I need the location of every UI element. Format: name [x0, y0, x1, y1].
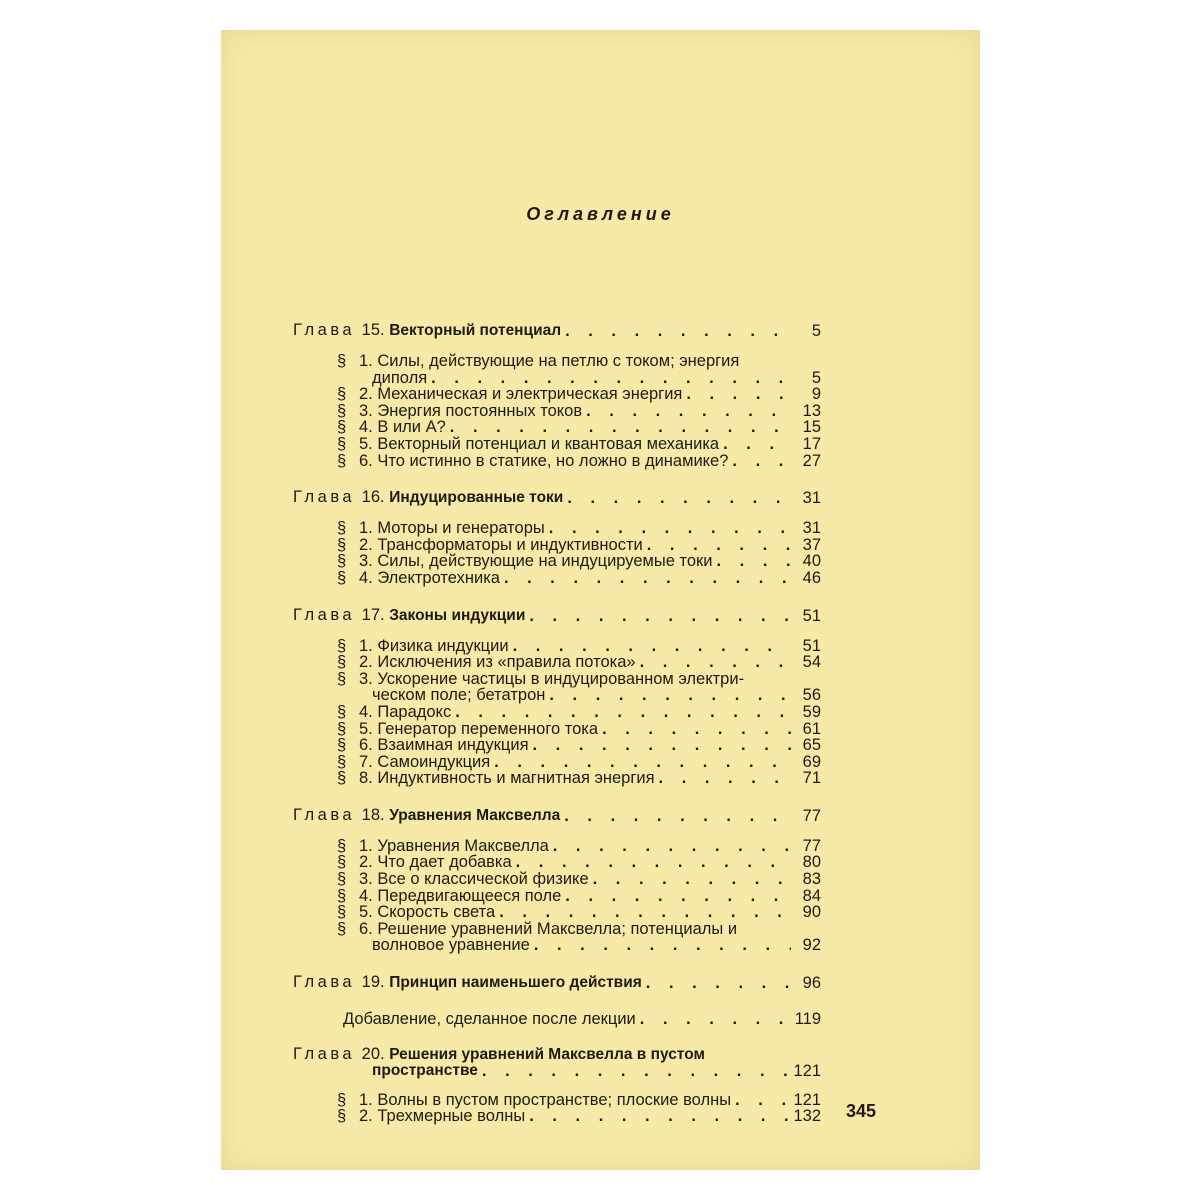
dot-leader [735, 1092, 789, 1109]
section-label [337, 353, 739, 370]
section-sign: § [337, 418, 347, 437]
section-sign: § [337, 385, 347, 404]
chapter-heading [293, 320, 821, 341]
section-entry [293, 838, 821, 855]
section-title: Решение уравнений Максвелла; потенциалы и [377, 919, 738, 938]
section-title: Физика индукции [377, 636, 509, 655]
section-sign: § [337, 702, 347, 721]
spacer [293, 993, 821, 1005]
section-entry [293, 403, 821, 420]
dot-leader [494, 754, 791, 771]
section-title: Ускорение частицы в индуцированном электри- [377, 669, 745, 688]
section-sign: § [337, 535, 347, 554]
section-entry [293, 921, 821, 938]
section-number: 4. [359, 702, 373, 721]
dot-leader [549, 520, 791, 537]
dot-leader [455, 704, 791, 721]
dot-leader [716, 553, 791, 570]
chapter-prefix: Глава [293, 605, 356, 624]
dot-leader [450, 419, 791, 436]
section-entry [293, 754, 821, 771]
section-title: Передвигающееся поле [377, 886, 562, 905]
section-sign: § [337, 870, 347, 889]
section-entry [293, 353, 821, 370]
section-sign: § [337, 752, 347, 771]
section-entry [293, 436, 821, 453]
section-page: 17 [802, 434, 821, 453]
section-sign: § [337, 401, 347, 420]
section-label [337, 737, 529, 754]
section-entry [293, 1092, 821, 1109]
dot-leader [567, 488, 791, 508]
section-page: 65 [802, 736, 821, 755]
table-of-contents [293, 320, 821, 1125]
section-page: 80 [802, 853, 821, 872]
chapter-number: 15. [361, 321, 385, 339]
chapter-heading [293, 487, 821, 508]
section-page: 56 [802, 686, 821, 705]
section-page: 83 [802, 870, 821, 889]
section-number: 2. [359, 1107, 373, 1126]
section-sign: § [337, 903, 347, 922]
section-sign: § [337, 919, 347, 938]
section-title-cont: диполя [372, 368, 428, 387]
section-number: 1. [359, 519, 373, 538]
section-title: Векторный потенциал и квантовая механика [377, 434, 720, 453]
section-title: Моторы и генераторы [377, 519, 545, 538]
chapter-heading [293, 605, 821, 626]
section-number: 7. [359, 752, 373, 771]
chapter-label [293, 605, 525, 626]
section-page: 40 [802, 552, 821, 571]
chapter-page: 121 [793, 1062, 821, 1081]
section-number: 1. [359, 636, 373, 655]
section-entry [293, 704, 821, 721]
dot-leader [516, 854, 791, 871]
section-number: 6. [359, 736, 373, 755]
chapter-heading-line [293, 1063, 821, 1080]
chapter-heading [293, 805, 821, 826]
section-sign: § [337, 836, 347, 855]
section-page: 92 [802, 936, 821, 955]
section-number: 2. [359, 653, 373, 672]
section-title: Что дает добавка [377, 853, 512, 872]
chapter-title: Уравнения Максвелла [389, 806, 561, 824]
section-label [337, 453, 728, 470]
dot-leader [533, 737, 791, 754]
chapter-title: Векторный потенциал [389, 322, 562, 339]
chapter-label [293, 805, 560, 826]
section-page: 37 [802, 535, 821, 554]
chapter-heading-block [293, 1046, 821, 1080]
section-entry [293, 721, 821, 738]
dot-leader [640, 1011, 791, 1028]
chapter-prefix: Глава [293, 973, 356, 992]
addendum-page: 119 [794, 1010, 821, 1029]
section-entry-cont [293, 370, 821, 387]
section-number: 4. [359, 886, 373, 905]
dot-leader [646, 973, 791, 993]
section-number: 3. [359, 870, 373, 889]
dot-leader [534, 937, 791, 954]
section-sign: § [337, 636, 347, 655]
addendum-title: Добавление, сделанное после лекции [343, 1010, 636, 1029]
dot-leader [564, 806, 791, 826]
chapter-prefix: Глава [293, 488, 356, 507]
section-sign: § [337, 736, 347, 755]
dot-leader [686, 386, 791, 403]
section-title: Механическая и электрическая энергия [377, 385, 683, 404]
dot-leader [640, 654, 791, 671]
section-number: 5. [359, 719, 373, 738]
chapter-prefix: Глава [293, 321, 356, 339]
section-page: 90 [802, 903, 821, 922]
chapter-number: 20. [361, 1044, 385, 1063]
chapter-number: 18. [361, 805, 385, 824]
section-label [337, 921, 737, 938]
section-entry [293, 520, 821, 537]
page-title: Оглавление [526, 204, 675, 224]
section-sign: § [337, 853, 347, 872]
section-title: Трансформаторы и индуктивности [377, 535, 643, 554]
section-page: 27 [802, 451, 821, 470]
chapter-label [293, 1046, 705, 1064]
chapter-label [293, 487, 563, 508]
section-entry [293, 537, 821, 554]
section-page: 61 [802, 719, 821, 738]
chapter-title: Законы индукции [389, 606, 526, 624]
section-page: 13 [802, 401, 821, 420]
section-title: Силы, действующие на петлю с током; энергия [377, 352, 740, 370]
section-entry [293, 854, 821, 871]
chapter-title: Индуцированные токи [389, 489, 564, 507]
chapter-number: 19. [361, 973, 385, 992]
section-page: 69 [802, 752, 821, 771]
section-title-cont: волновое уравнение [372, 936, 530, 955]
section-entry [293, 638, 821, 655]
section-title: Волны в пустом пространстве; плоские волны [377, 1090, 732, 1109]
section-label [337, 704, 451, 721]
section-page: 9 [811, 385, 821, 404]
section-sign: § [337, 653, 347, 672]
section-page: 15 [802, 418, 821, 437]
section-entry [293, 419, 821, 436]
section-number: 2. [359, 853, 373, 872]
dot-leader [529, 606, 791, 626]
section-entry-cont [293, 937, 821, 954]
section-label [337, 436, 719, 453]
section-sign: § [337, 451, 347, 470]
section-page: 46 [802, 568, 821, 587]
section-title: Что истинно в статике, но ложно в динамике? [377, 451, 729, 470]
chapter-number: 17. [361, 605, 385, 624]
section-number: 5. [359, 903, 373, 922]
chapter-title-cont: пространстве [372, 1062, 478, 1080]
section-label [337, 1092, 731, 1109]
dot-leader [529, 1108, 789, 1125]
section-number: 2. [359, 535, 373, 554]
dot-leader [586, 403, 791, 420]
chapter-page: 31 [802, 489, 821, 508]
section-sign: § [337, 1090, 347, 1109]
section-page: 54 [802, 653, 821, 672]
section-sign: § [337, 669, 347, 688]
chapter-page: 96 [802, 974, 821, 993]
section-sign: § [337, 769, 347, 788]
section-sign: § [337, 519, 347, 538]
section-sign: § [337, 552, 347, 571]
section-title: Парадокс [377, 702, 452, 721]
section-title: B или A? [377, 418, 446, 437]
section-sign: § [337, 434, 347, 453]
dot-leader [723, 436, 791, 453]
section-entry [293, 570, 821, 587]
section-title: Уравнения Максвелла [377, 836, 549, 855]
section-entry [293, 553, 821, 570]
section-entry [293, 1108, 821, 1125]
section-title: Электротехника [377, 568, 500, 587]
dot-leader [504, 570, 791, 587]
section-title: Самоиндукция [377, 752, 491, 771]
section-label [337, 638, 509, 655]
section-label [337, 386, 682, 403]
section-number: 1. [359, 352, 373, 370]
section-label [337, 770, 655, 787]
section-label [337, 537, 643, 554]
section-number: 1. [359, 836, 373, 855]
section-label [337, 570, 500, 587]
chapter-label [293, 320, 561, 341]
chapter-prefix: Глава [293, 805, 356, 824]
section-page: 71 [802, 769, 821, 788]
section-number: 5. [359, 434, 373, 453]
section-number: 3. [359, 552, 373, 571]
section-entry [293, 386, 821, 403]
dot-leader [549, 687, 791, 704]
chapter-prefix: Глава [293, 1044, 356, 1063]
section-page: 84 [802, 886, 821, 905]
page-number: 345 [846, 1101, 877, 1121]
dot-leader [647, 537, 791, 554]
dot-leader [659, 770, 791, 787]
chapter-title: Решения уравнений Максвелла в пустом [389, 1045, 705, 1063]
section-label [337, 904, 495, 921]
dot-leader [482, 1063, 790, 1080]
section-number: 3. [359, 401, 373, 420]
section-number: 2. [359, 385, 373, 404]
section-page: 5 [811, 368, 821, 387]
section-title: Трехмерные волны [377, 1107, 526, 1126]
section-sign: § [337, 352, 347, 370]
section-number: 4. [359, 568, 373, 587]
chapter-page: 77 [802, 806, 821, 825]
dot-leader [431, 370, 791, 387]
dot-leader [602, 721, 791, 738]
section-label [337, 403, 582, 420]
section-label [337, 888, 561, 905]
section-label [337, 754, 490, 771]
section-number: 3. [359, 669, 373, 688]
section-entry [293, 671, 821, 688]
section-label [337, 520, 545, 537]
section-page: 132 [793, 1107, 821, 1126]
section-title: Энергия постоянных токов [377, 401, 583, 420]
dot-leader [513, 638, 791, 655]
section-title: Генератор переменного тока [377, 719, 599, 738]
chapter-label [293, 972, 642, 993]
section-entry [293, 737, 821, 754]
chapter-title: Принцип наименьшего действия [389, 974, 642, 992]
section-entry [293, 453, 821, 470]
dot-leader [499, 904, 791, 921]
chapter-heading-line [293, 1046, 821, 1064]
section-title: Индуктивность и магнитная энергия [377, 769, 655, 788]
section-label [337, 1108, 525, 1125]
section-entry [293, 654, 821, 671]
section-number: 6. [359, 919, 373, 938]
section-label [337, 671, 744, 688]
chapter-page: 51 [802, 606, 821, 625]
section-sign: § [337, 568, 347, 587]
section-number: 1. [359, 1090, 373, 1109]
section-number: 6. [359, 451, 373, 470]
section-page: 31 [802, 519, 821, 538]
section-page: 51 [802, 636, 821, 655]
section-title: Исключения из «правила потока» [377, 653, 636, 672]
dot-leader [565, 888, 791, 905]
section-label [337, 871, 589, 888]
section-label [337, 419, 446, 436]
section-entry [293, 770, 821, 787]
addendum-entry [293, 1011, 821, 1028]
section-sign: § [337, 1107, 347, 1126]
section-entry [293, 888, 821, 905]
section-entry [293, 904, 821, 921]
section-title: Силы, действующие на индуцируемые токи [377, 552, 713, 571]
section-label [337, 838, 549, 855]
section-page: 121 [793, 1090, 821, 1109]
dot-leader [553, 838, 791, 855]
chapter-page: 5 [811, 322, 821, 340]
section-title: Все о классической физике [377, 870, 589, 889]
dot-leader [593, 871, 791, 888]
section-title-cont: ческом поле; бетатрон [372, 686, 546, 705]
chapter-number: 16. [361, 488, 385, 507]
section-label [337, 854, 512, 871]
dot-leader [732, 453, 791, 470]
section-entry-cont [293, 687, 821, 704]
section-label [337, 721, 598, 738]
chapter-heading [293, 972, 821, 993]
chapter-heading [293, 1046, 821, 1080]
section-page: 77 [802, 836, 821, 855]
section-sign: § [337, 886, 347, 905]
section-label [337, 654, 636, 671]
section-title: Скорость света [377, 903, 496, 922]
section-number: 4. [359, 418, 373, 437]
section-number: 8. [359, 769, 373, 788]
dot-leader [565, 321, 791, 341]
section-page: 59 [802, 702, 821, 721]
section-entry [293, 871, 821, 888]
section-label [337, 553, 712, 570]
section-sign: § [337, 719, 347, 738]
section-title: Взаимная индукция [377, 736, 529, 755]
book-page [221, 30, 980, 1170]
